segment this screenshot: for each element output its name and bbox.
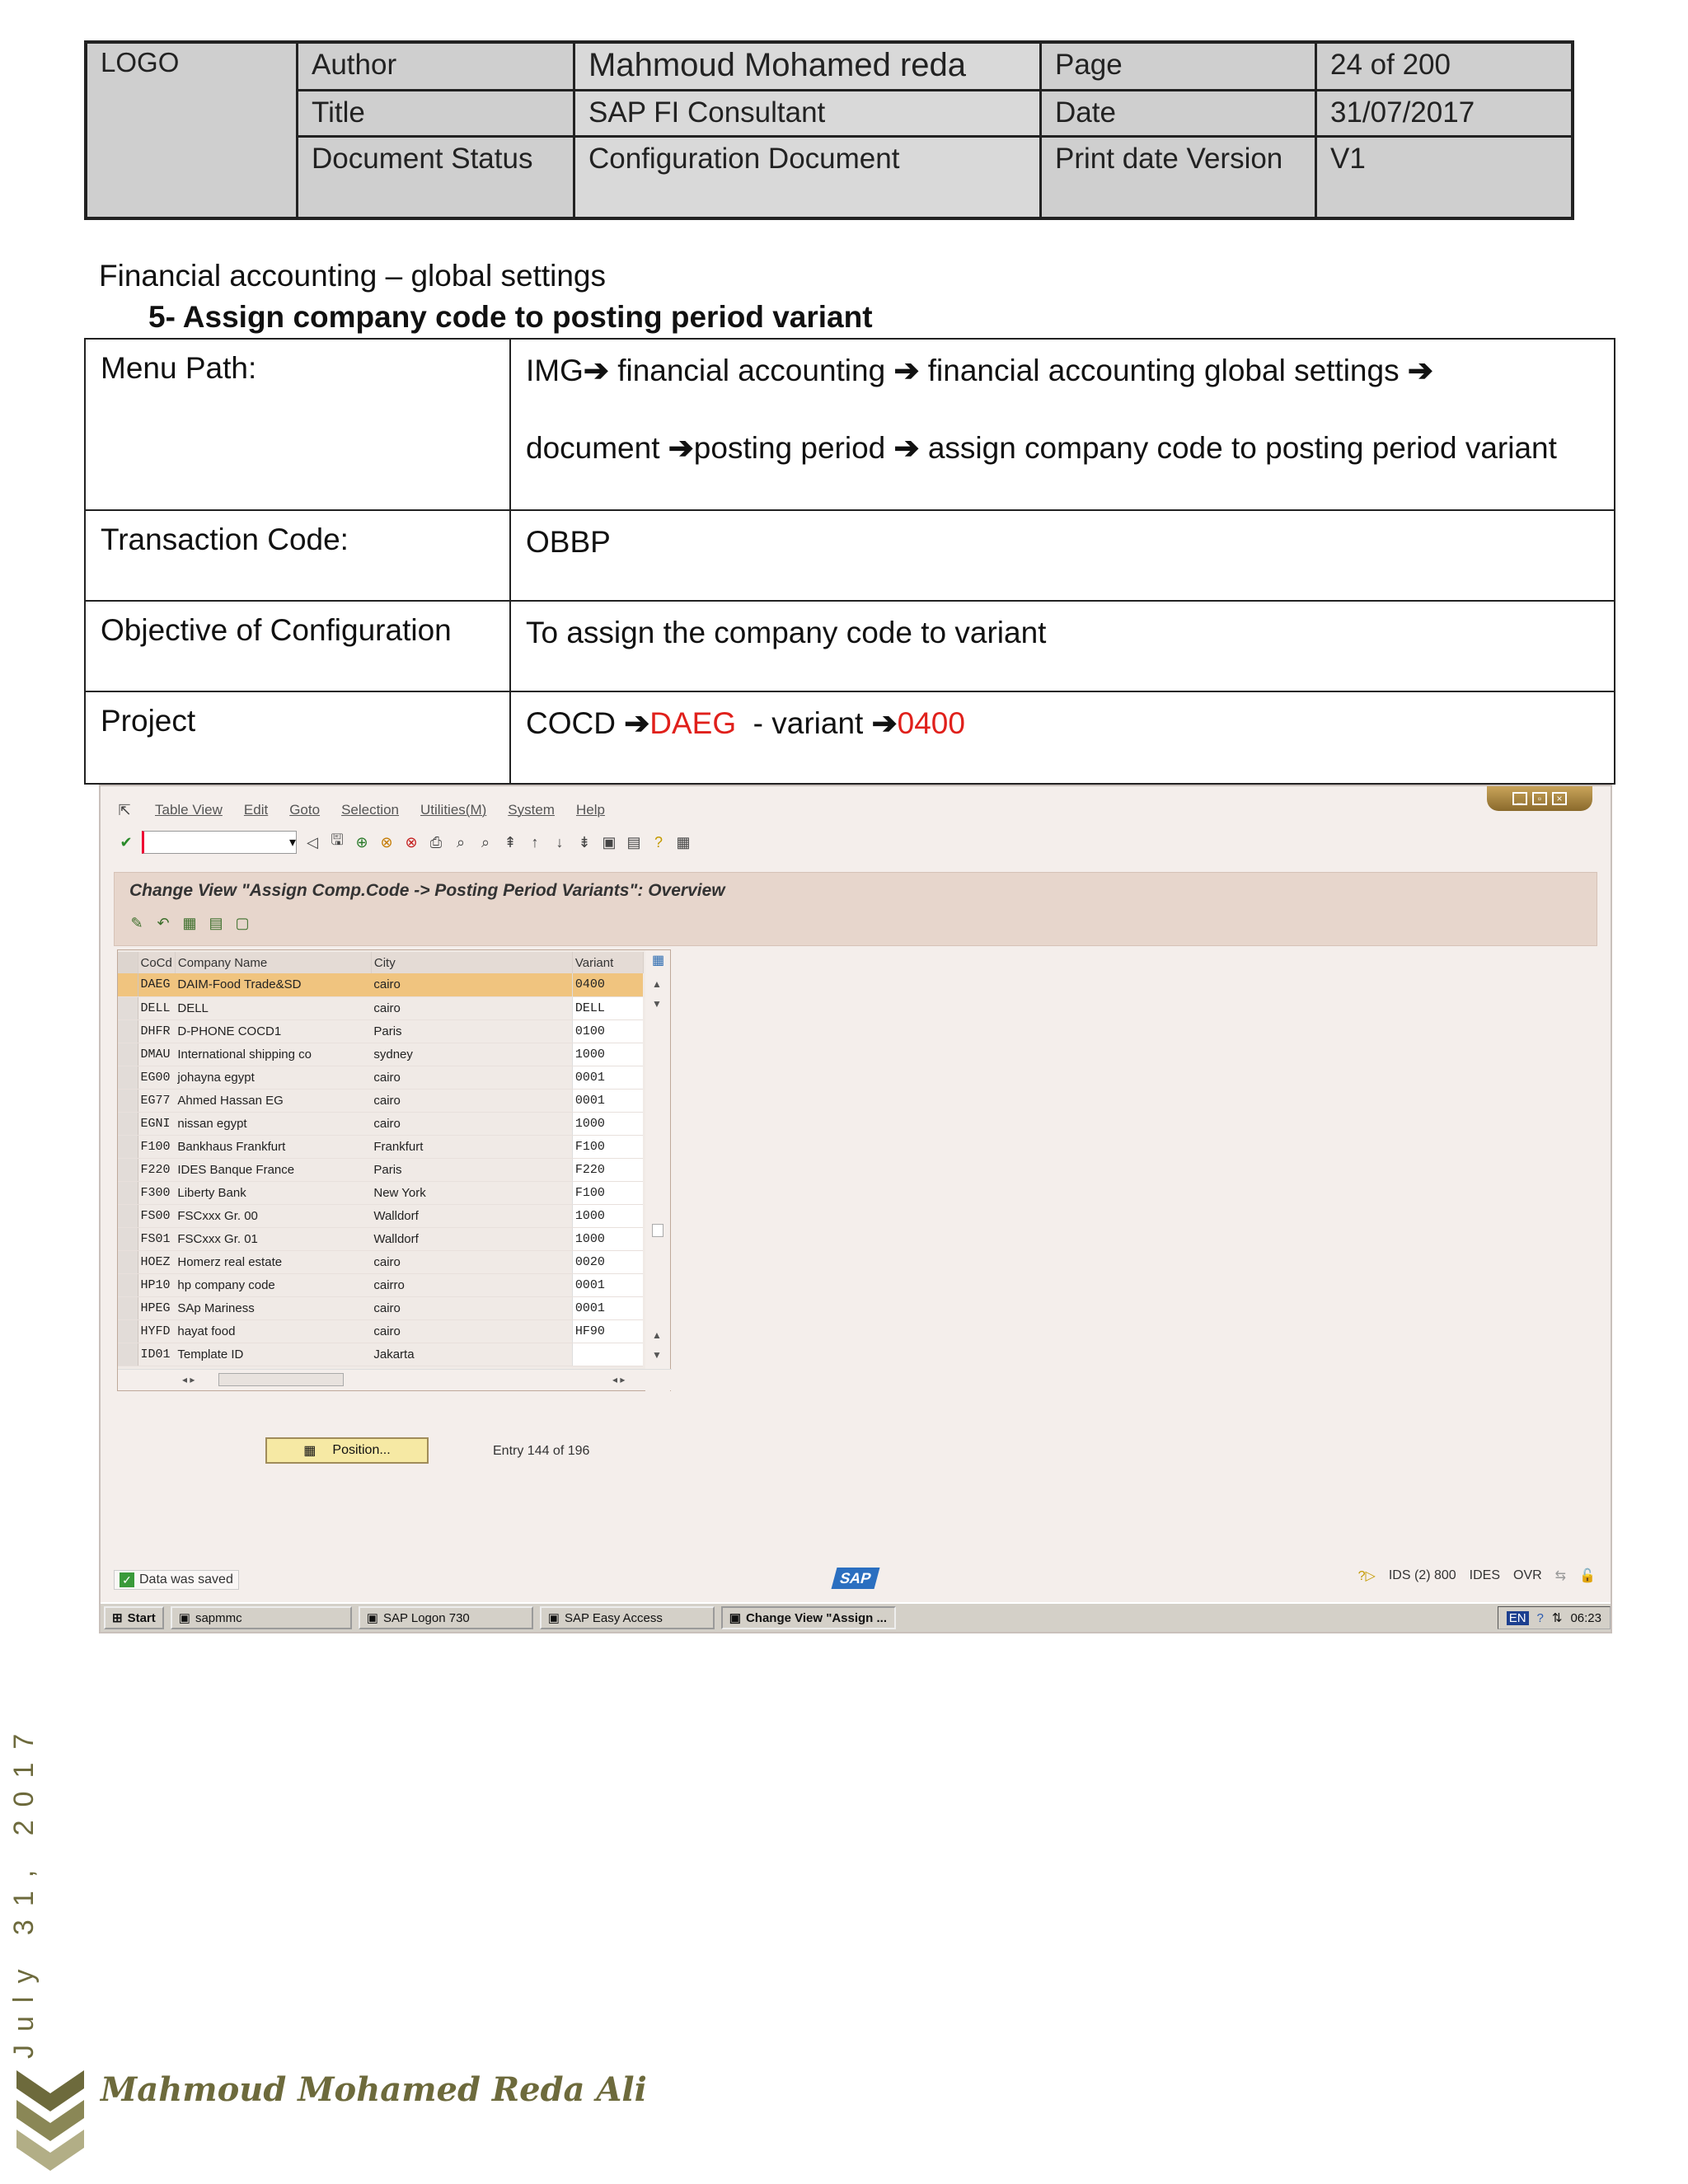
scroll-right-icon[interactable]: ◂ ▸ bbox=[612, 1374, 626, 1385]
side-date: July 31, 2017 bbox=[8, 1720, 40, 2059]
window-icon: ▣ bbox=[547, 1611, 560, 1625]
cell-variant[interactable]: 0100 bbox=[572, 1019, 643, 1043]
success-check-icon: ✓ bbox=[120, 1572, 134, 1587]
taskbar-item-easy-access[interactable] bbox=[540, 1606, 715, 1629]
position-icon: ▦ bbox=[303, 1444, 316, 1458]
row-selector[interactable] bbox=[118, 1319, 138, 1343]
cell-city[interactable]: cairro bbox=[371, 1273, 572, 1296]
column-header-company-name[interactable]: Company Name bbox=[175, 952, 371, 973]
cell-city[interactable]: cairo bbox=[371, 973, 572, 996]
layout-icon[interactable]: ▦ bbox=[676, 833, 691, 851]
logo-cell: LOGO bbox=[87, 44, 298, 217]
taskbar-item-change-view[interactable] bbox=[721, 1606, 896, 1629]
cell-cocd[interactable]: DHFR bbox=[138, 1019, 175, 1043]
print-icon[interactable]: ⎙ bbox=[429, 833, 443, 851]
menu-path-part: financial accounting bbox=[617, 354, 886, 387]
menu-help[interactable]: Help bbox=[575, 802, 605, 818]
title-value: SAP FI Consultant bbox=[575, 91, 1042, 138]
menu-path-part: document bbox=[526, 431, 660, 466]
next-page-icon[interactable]: ↓ bbox=[556, 833, 564, 851]
exit-icon[interactable]: ⊗ bbox=[380, 833, 393, 851]
column-header-variant[interactable]: Variant bbox=[572, 952, 643, 973]
cell-cocd[interactable]: ID01 bbox=[138, 1343, 175, 1366]
cell-cocd[interactable]: DMAU bbox=[138, 1043, 175, 1066]
entry-info: Entry 144 of 196 bbox=[493, 1444, 590, 1458]
config-table bbox=[84, 338, 1615, 785]
cell-variant[interactable]: 0001 bbox=[572, 1066, 643, 1089]
cell-company-name[interactable]: hayat food bbox=[175, 1319, 371, 1343]
connection-icon: ⇆ bbox=[1554, 1569, 1567, 1583]
mmc-icon: ▣ bbox=[178, 1611, 190, 1625]
table-row[interactable] bbox=[118, 1250, 643, 1273]
chevron-down-icon[interactable]: ▾ bbox=[288, 836, 296, 850]
row-selector[interactable] bbox=[118, 1204, 138, 1227]
cell-cocd[interactable]: HP10 bbox=[138, 1273, 175, 1296]
table-row[interactable] bbox=[118, 1158, 643, 1181]
cell-city[interactable]: sydney bbox=[371, 1043, 572, 1066]
find-icon[interactable]: ⌕ bbox=[456, 833, 466, 851]
menu-goto[interactable]: Goto bbox=[289, 802, 321, 818]
cell-company-name[interactable]: DAIM-Food Trade&SD bbox=[175, 973, 371, 996]
row-selector[interactable] bbox=[118, 973, 138, 996]
row-selector[interactable] bbox=[118, 1043, 138, 1066]
cell-city[interactable]: cairo bbox=[371, 996, 572, 1019]
menu-table-view[interactable]: Table View bbox=[155, 802, 223, 818]
row-selector[interactable] bbox=[118, 1181, 138, 1204]
shortcut-icon[interactable]: ▤ bbox=[626, 833, 641, 851]
print-value: V1 bbox=[1330, 143, 1366, 175]
position-button-label: Position... bbox=[332, 1443, 391, 1457]
help-icon[interactable]: ? bbox=[1536, 1610, 1544, 1625]
undo-icon[interactable]: ↶ bbox=[157, 914, 170, 931]
cell-cocd[interactable]: EG77 bbox=[138, 1089, 175, 1112]
start-label: Start bbox=[127, 1610, 156, 1625]
insert-mode[interactable]: OVR bbox=[1513, 1568, 1542, 1582]
server-name: IDES bbox=[1469, 1568, 1500, 1582]
network-icon[interactable]: ⇅ bbox=[1551, 1611, 1563, 1625]
project-label: Project bbox=[86, 692, 511, 783]
windows-icon: ⊞ bbox=[112, 1611, 123, 1625]
taskbar-item-saplogon[interactable] bbox=[359, 1606, 533, 1629]
scroll-down-icon[interactable]: ▼ bbox=[652, 1349, 662, 1361]
cell-city[interactable]: Paris bbox=[371, 1158, 572, 1181]
cell-city[interactable]: cairo bbox=[371, 1112, 572, 1135]
table-row[interactable] bbox=[118, 1066, 643, 1089]
cell-cocd[interactable]: F220 bbox=[138, 1158, 175, 1181]
row-selector[interactable] bbox=[118, 1066, 138, 1089]
cell-cocd[interactable]: HOEZ bbox=[138, 1250, 175, 1273]
table-row[interactable] bbox=[118, 1343, 643, 1366]
back-icon[interactable]: ⊕ bbox=[355, 833, 368, 851]
cell-variant[interactable]: F100 bbox=[572, 1181, 643, 1204]
menu-exit-icon[interactable]: ⇱ bbox=[118, 801, 131, 818]
page-label: Page bbox=[1042, 44, 1317, 91]
menu-utilities[interactable]: Utilities(M) bbox=[420, 802, 487, 818]
row-selector[interactable] bbox=[118, 1158, 138, 1181]
table-row[interactable] bbox=[118, 1135, 643, 1158]
cell-company-name[interactable]: IDES Banque France bbox=[175, 1158, 371, 1181]
objective-label: Objective of Configuration bbox=[86, 602, 511, 691]
cell-variant[interactable]: 1000 bbox=[572, 1204, 643, 1227]
cell-variant[interactable]: 1000 bbox=[572, 1112, 643, 1135]
status-message-box[interactable] bbox=[114, 1570, 239, 1590]
table-row[interactable] bbox=[118, 996, 643, 1019]
document-header bbox=[84, 40, 1574, 220]
last-page-icon[interactable]: ⇟ bbox=[578, 833, 591, 851]
table-row[interactable] bbox=[118, 1204, 643, 1227]
cell-company-name[interactable]: Ahmed Hassan EG bbox=[175, 1089, 371, 1112]
cell-cocd[interactable]: EG00 bbox=[138, 1066, 175, 1089]
cell-variant[interactable] bbox=[572, 1343, 643, 1366]
new-session-icon[interactable]: ▣ bbox=[602, 833, 617, 851]
cell-variant[interactable]: F220 bbox=[572, 1158, 643, 1181]
footer-name: Mahmoud Mohamed Reda Ali bbox=[101, 2070, 647, 2109]
window-icon: ▣ bbox=[729, 1611, 741, 1625]
status-value: Configuration Document bbox=[575, 138, 1042, 217]
table-body bbox=[118, 973, 643, 1366]
column-header-cocd[interactable]: CoCd bbox=[138, 952, 175, 973]
author-value: Mahmoud Mohamed reda bbox=[575, 44, 1042, 91]
cell-company-name[interactable]: D-PHONE COCD1 bbox=[175, 1019, 371, 1043]
display-change-icon[interactable]: ✎ bbox=[130, 914, 143, 931]
project-cocd-value: DAEG bbox=[649, 706, 737, 740]
cell-city[interactable]: Paris bbox=[371, 1019, 572, 1043]
tcode-value: OBBP bbox=[526, 525, 611, 559]
start-button[interactable] bbox=[104, 1606, 164, 1629]
print-label: Print date Version bbox=[1042, 138, 1317, 217]
cell-company-name[interactable]: hp company code bbox=[175, 1273, 371, 1296]
cell-company-name[interactable]: DELL bbox=[175, 996, 371, 1019]
command-field[interactable] bbox=[142, 831, 297, 854]
cell-city[interactable]: cairo bbox=[371, 1296, 572, 1319]
position-button[interactable] bbox=[265, 1437, 429, 1464]
project-variant-label: - variant bbox=[753, 706, 864, 740]
minimize-icon[interactable]: _ bbox=[1512, 792, 1527, 805]
menu-path-row bbox=[86, 340, 1614, 511]
table-row[interactable] bbox=[118, 973, 643, 996]
chevron-logo-icon bbox=[16, 2070, 84, 2177]
horizontal-scrollbar[interactable] bbox=[118, 1369, 672, 1390]
row-selector[interactable] bbox=[118, 996, 138, 1019]
status-label: Document Status bbox=[298, 138, 575, 217]
company-code-table bbox=[118, 952, 644, 1366]
scroll-up-icon[interactable]: ▲ bbox=[652, 1329, 662, 1341]
cell-variant[interactable]: 1000 bbox=[572, 1227, 643, 1250]
cell-city[interactable]: cairo bbox=[371, 1089, 572, 1112]
project-cocd-label: COCD bbox=[526, 706, 616, 740]
first-page-icon[interactable]: ⇞ bbox=[504, 833, 517, 851]
cell-city[interactable]: Walldorf bbox=[371, 1204, 572, 1227]
table-row[interactable] bbox=[118, 1227, 643, 1250]
cell-variant[interactable]: HF90 bbox=[572, 1319, 643, 1343]
row-selector[interactable] bbox=[118, 1227, 138, 1250]
close-icon[interactable]: × bbox=[1552, 792, 1567, 805]
menu-path-label: Menu Path: bbox=[86, 340, 511, 509]
hint-icon: ?▷ bbox=[1357, 1569, 1376, 1583]
row-selector[interactable] bbox=[118, 1135, 138, 1158]
date-value: 31/07/2017 bbox=[1317, 91, 1571, 138]
menu-path-part: posting period bbox=[693, 431, 886, 466]
cell-city[interactable]: Jakarta bbox=[371, 1343, 572, 1366]
back-arrow-icon[interactable]: ◁ bbox=[307, 833, 318, 851]
cell-cocd[interactable]: DELL bbox=[138, 996, 175, 1019]
scroll-thumb[interactable] bbox=[652, 1224, 663, 1237]
menu-path-part: IMG bbox=[526, 354, 584, 387]
project-row bbox=[86, 692, 1614, 783]
title-label: Title bbox=[298, 91, 575, 138]
cell-company-name[interactable]: SAp Mariness bbox=[175, 1296, 371, 1319]
project-variant-value: 0400 bbox=[897, 706, 965, 740]
menu-path-value bbox=[511, 340, 1614, 509]
cell-company-name[interactable]: Homerz real estate bbox=[175, 1250, 371, 1273]
windows-taskbar bbox=[101, 1602, 1611, 1632]
column-header-city[interactable]: City bbox=[371, 952, 572, 973]
standard-toolbar bbox=[117, 827, 692, 857]
prev-page-icon[interactable]: ↑ bbox=[531, 833, 539, 851]
cell-variant[interactable]: 0001 bbox=[572, 1296, 643, 1319]
table-row[interactable] bbox=[118, 1019, 643, 1043]
cell-company-name[interactable]: International shipping co bbox=[175, 1043, 371, 1066]
page-value: 24 of 200 bbox=[1317, 44, 1571, 91]
cell-variant[interactable]: F100 bbox=[572, 1135, 643, 1158]
cell-company-name[interactable]: Template ID bbox=[175, 1343, 371, 1366]
screen-title: Change View "Assign Comp.Code -> Posting Period Variants": Overview bbox=[129, 881, 725, 900]
cell-city[interactable]: Walldorf bbox=[371, 1227, 572, 1250]
cell-cocd[interactable]: FS01 bbox=[138, 1227, 175, 1250]
system-tray bbox=[1498, 1606, 1611, 1629]
arrow-icon: ➔ bbox=[871, 706, 898, 740]
row-selector[interactable] bbox=[118, 1089, 138, 1112]
taskbar-item-label: SAP Easy Access bbox=[564, 1610, 663, 1625]
cell-city[interactable]: New York bbox=[371, 1181, 572, 1204]
window-controls bbox=[1487, 786, 1592, 811]
vertical-scrollbar[interactable] bbox=[645, 950, 670, 1392]
sap-logo: SAP bbox=[832, 1568, 880, 1589]
row-selector[interactable] bbox=[118, 1296, 138, 1319]
hscroll-thumb[interactable] bbox=[218, 1373, 344, 1386]
cell-variant[interactable]: 0400 bbox=[572, 973, 643, 996]
find-next-icon[interactable]: ⌕ bbox=[481, 833, 490, 851]
sub-title: 5- Assign company code to posting period variant bbox=[148, 300, 873, 334]
taskbar-item-sapmmc[interactable] bbox=[171, 1606, 352, 1629]
menu-system[interactable]: System bbox=[508, 802, 555, 818]
table-row[interactable] bbox=[118, 1273, 643, 1296]
objective-value: To assign the company code to variant bbox=[526, 616, 1047, 649]
date-label: Date bbox=[1042, 91, 1317, 138]
menu-bar bbox=[115, 798, 605, 823]
menu-path-part: assign company code to posting period variant bbox=[927, 431, 1557, 466]
cell-variant[interactable]: DELL bbox=[572, 996, 643, 1019]
taskbar-item-label: SAP Logon 730 bbox=[382, 1610, 470, 1625]
cell-cocd[interactable]: HYFD bbox=[138, 1319, 175, 1343]
column-settings-icon[interactable]: ▦ bbox=[652, 954, 665, 968]
table-row[interactable] bbox=[118, 1089, 643, 1112]
row-selector[interactable] bbox=[118, 1112, 138, 1135]
tcode-row bbox=[86, 511, 1614, 602]
cell-variant[interactable]: 1000 bbox=[572, 1043, 643, 1066]
row-selector[interactable] bbox=[118, 1019, 138, 1043]
cell-variant[interactable]: 0020 bbox=[572, 1250, 643, 1273]
select-all-icon[interactable]: ▦ bbox=[182, 914, 197, 931]
language-indicator[interactable]: EN bbox=[1507, 1611, 1529, 1625]
cell-city[interactable]: cairo bbox=[371, 1250, 572, 1273]
menu-path-part: financial accounting global settings bbox=[927, 354, 1400, 387]
arrow-icon: ➔ bbox=[583, 354, 609, 387]
cell-city[interactable]: cairo bbox=[371, 1066, 572, 1089]
clock[interactable]: 06:23 bbox=[1570, 1610, 1601, 1625]
scroll-left-icon[interactable]: ◂ ▸ bbox=[182, 1374, 195, 1385]
cell-cocd[interactable]: HPEG bbox=[138, 1296, 175, 1319]
section-title: Financial accounting – global settings bbox=[99, 259, 606, 293]
arrow-icon: ➔ bbox=[893, 354, 920, 387]
author-label: Author bbox=[298, 44, 575, 91]
objective-row bbox=[86, 602, 1614, 692]
select-block-icon[interactable]: ▤ bbox=[209, 914, 223, 931]
cell-city[interactable]: cairo bbox=[371, 1319, 572, 1343]
cell-cocd[interactable]: EGNI bbox=[138, 1112, 175, 1135]
tcode-label: Transaction Code: bbox=[86, 511, 511, 600]
arrow-icon: ➔ bbox=[1407, 354, 1433, 387]
taskbar-item-label: sapmmc bbox=[195, 1610, 242, 1625]
row-selector[interactable] bbox=[118, 1343, 138, 1366]
row-selector-header[interactable] bbox=[118, 952, 138, 973]
sap-logon-icon: ▣ bbox=[366, 1611, 378, 1625]
cell-company-name[interactable]: FSCxxx Gr. 00 bbox=[175, 1204, 371, 1227]
cell-company-name[interactable]: johayna egypt bbox=[175, 1066, 371, 1089]
arrow-icon: ➔ bbox=[893, 431, 920, 466]
table-row[interactable] bbox=[118, 1043, 643, 1066]
enter-icon[interactable]: ✔ bbox=[120, 833, 133, 851]
screen-title-bar bbox=[114, 872, 1597, 946]
row-selector[interactable] bbox=[118, 1250, 138, 1273]
lock-icon[interactable]: 🔓 bbox=[1579, 1569, 1596, 1583]
cell-city[interactable]: Frankfurt bbox=[371, 1135, 572, 1158]
table-control bbox=[117, 949, 671, 1391]
application-toolbar bbox=[128, 914, 251, 932]
row-selector[interactable] bbox=[118, 1273, 138, 1296]
taskbar-item-label: Change View "Assign ... bbox=[745, 1610, 887, 1625]
table-row[interactable] bbox=[118, 1296, 643, 1319]
menu-edit[interactable]: Edit bbox=[243, 802, 269, 818]
system-id[interactable]: IDS (2) 800 bbox=[1388, 1568, 1456, 1582]
table-row[interactable] bbox=[118, 1112, 643, 1135]
cell-company-name[interactable]: FSCxxx Gr. 01 bbox=[175, 1227, 371, 1250]
project-value bbox=[511, 692, 1614, 783]
cell-cocd[interactable]: FS00 bbox=[138, 1204, 175, 1227]
sap-window bbox=[99, 785, 1612, 1633]
restore-icon[interactable]: ▫ bbox=[1532, 792, 1547, 805]
cell-variant[interactable]: 0001 bbox=[572, 1273, 643, 1296]
help-icon[interactable]: ? bbox=[654, 833, 663, 851]
table-row[interactable] bbox=[118, 1319, 643, 1343]
table-row[interactable] bbox=[118, 1181, 643, 1204]
deselect-all-icon[interactable]: ▢ bbox=[235, 914, 250, 931]
cell-company-name[interactable]: nissan egypt bbox=[175, 1112, 371, 1135]
scroll-down-icon[interactable]: ▼ bbox=[652, 998, 662, 1010]
cell-cocd[interactable]: F300 bbox=[138, 1181, 175, 1204]
system-info bbox=[1358, 1568, 1596, 1584]
cell-variant[interactable]: 0001 bbox=[572, 1089, 643, 1112]
arrow-icon: ➔ bbox=[668, 431, 694, 466]
save-icon[interactable]: 🖫 bbox=[331, 832, 344, 848]
cancel-icon[interactable]: ⊗ bbox=[405, 833, 418, 851]
menu-selection[interactable]: Selection bbox=[341, 802, 399, 818]
cell-company-name[interactable]: Bankhaus Frankfurt bbox=[175, 1135, 371, 1158]
status-message: Data was saved bbox=[139, 1572, 233, 1586]
scroll-up-icon[interactable]: ▲ bbox=[652, 978, 662, 990]
cell-cocd[interactable]: DAEG bbox=[138, 973, 175, 996]
arrow-icon: ➔ bbox=[624, 706, 650, 740]
cell-company-name[interactable]: Liberty Bank bbox=[175, 1181, 371, 1204]
cell-cocd[interactable]: F100 bbox=[138, 1135, 175, 1158]
